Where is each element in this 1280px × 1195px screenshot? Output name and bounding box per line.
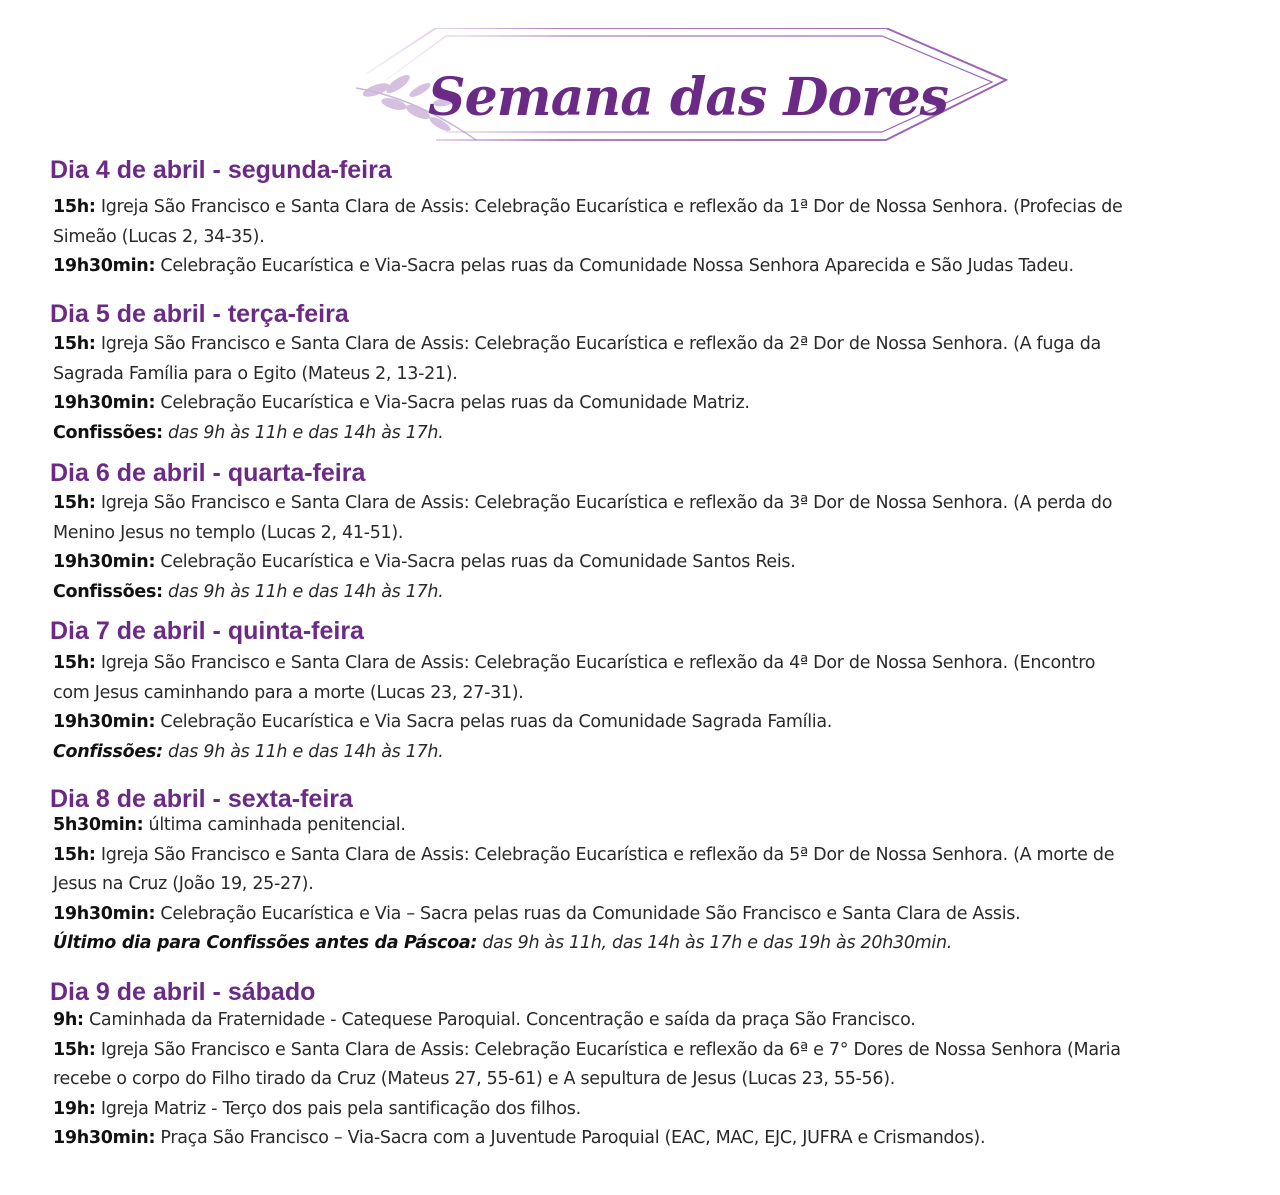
schedule-text: recebe o corpo do Filho tirado da Cruz (Mateus 27, 55-61) e A sepultura de Jesus (Lucas 23, 55-56). xyxy=(53,1069,896,1089)
schedule-line xyxy=(53,841,1250,871)
time-label: 19h30min: xyxy=(53,903,156,924)
page-title: Semana das Dores xyxy=(428,67,948,128)
day-section xyxy=(50,298,1250,448)
schedule-line xyxy=(53,811,1250,841)
confession-hours: das 9h às 11h e das 14h às 17h. xyxy=(168,422,444,443)
time-label: 19h30min: xyxy=(53,393,156,413)
time-label: 15h: xyxy=(53,653,96,673)
time-label: 5h30min: xyxy=(53,815,144,835)
day-title: Dia 6 de abril - quarta-feira xyxy=(50,459,366,487)
schedule-text: Caminhada da Fraternidade - Catequese Paroquial. Concentração e saída da praça São Francisco. xyxy=(89,1010,916,1030)
day-section xyxy=(50,976,1250,1154)
schedule-text: com Jesus caminhando para a morte (Lucas 23, 27-31). xyxy=(53,682,524,703)
time-label: 19h30min: xyxy=(53,256,156,276)
day-section xyxy=(50,783,1250,959)
schedule-text: Praça São Francisco – Via-Sacra com a Juventude Paroquial (EAC, MAC, EJC, JUFRA e Crismandos). xyxy=(160,1128,986,1148)
day-title: Dia 9 de abril - sábado xyxy=(50,978,316,1006)
schedule-line xyxy=(53,193,1250,223)
day-title: Dia 5 de abril - terça-feira xyxy=(50,300,349,328)
schedule-line xyxy=(53,223,1250,253)
day-title: Dia 7 de abril - quinta-feira xyxy=(50,617,364,645)
schedule-line xyxy=(53,1036,1250,1066)
title-banner xyxy=(346,28,1010,148)
schedule-line xyxy=(53,1065,1250,1095)
schedule-text: Celebração Eucarística e Via-Sacra pelas ruas da Comunidade Nossa Senhora Aparecida e São Judas Tadeu. xyxy=(160,256,1074,276)
schedule-line xyxy=(53,708,1250,738)
schedule-line xyxy=(53,870,1250,900)
schedule-line xyxy=(53,548,1250,578)
schedule-line xyxy=(53,738,1250,768)
schedule-text: Celebração Eucarística e Via-Sacra pelas ruas da Comunidade Santos Reis. xyxy=(160,552,796,572)
schedule-text: Igreja São Francisco e Santa Clara de Assis: Celebração Eucarística e reflexão da 6ª e 7° Dores de Nossa Senhora (Maria xyxy=(100,1039,1121,1060)
schedule-line xyxy=(53,419,1250,449)
schedule-line xyxy=(53,649,1250,679)
time-label: 9h: xyxy=(53,1010,84,1030)
confession-hours: das 9h às 11h, das 14h às 17h e das 19h às 20h30min. xyxy=(482,933,953,953)
schedule-text: Simeão (Lucas 2, 34-35). xyxy=(53,226,265,247)
schedule-line xyxy=(53,519,1250,549)
schedule-text: Sagrada Família para o Egito (Mateus 2, 13-21). xyxy=(53,363,458,384)
confession-label: Confissões: xyxy=(53,422,163,443)
schedule-line xyxy=(53,1095,1250,1125)
schedule-text: Igreja São Francisco e Santa Clara de Assis: Celebração Eucarística e reflexão da 1ª Dor de Nossa Senhora. (Profecias de xyxy=(100,197,1123,217)
schedule-line xyxy=(53,360,1250,390)
schedule-line xyxy=(53,252,1250,282)
schedule-line xyxy=(53,578,1250,608)
schedule-text: Celebração Eucarística e Via Sacra pelas ruas da Comunidade Sagrada Família. xyxy=(160,712,833,732)
schedule-text: Igreja São Francisco e Santa Clara de Assis: Celebração Eucarística e reflexão da 2ª Dor de Nossa Senhora. (A fuga da xyxy=(100,334,1101,354)
time-label: 19h30min: xyxy=(53,712,156,732)
schedule-text: Menino Jesus no templo (Lucas 2, 41-51). xyxy=(53,522,404,543)
time-label: 15h: xyxy=(53,844,96,865)
schedule-text: Igreja São Francisco e Santa Clara de Assis: Celebração Eucarística e reflexão da 3ª Dor de Nossa Senhora. (A perda do xyxy=(100,493,1113,513)
schedule-text: Igreja São Francisco e Santa Clara de Assis: Celebração Eucarística e reflexão da 5ª Dor de Nossa Senhora. (A morte de xyxy=(100,844,1115,865)
schedule-text: Celebração Eucarística e Via – Sacra pelas ruas da Comunidade São Francisco e Santa Clara de Assis. xyxy=(160,903,1021,924)
day-section xyxy=(50,457,1250,607)
confession-label: Confissões: xyxy=(53,581,163,602)
time-label: 15h: xyxy=(53,1039,96,1060)
time-label: 15h: xyxy=(53,197,96,217)
schedule-text: Jesus na Cruz (João 19, 25-27). xyxy=(53,874,314,894)
day-title: Dia 4 de abril - segunda-feira xyxy=(50,156,392,184)
confession-hours: das 9h às 11h e das 14h às 17h. xyxy=(168,581,444,602)
schedule-text: Celebração Eucarística e Via-Sacra pelas ruas da Comunidade Matriz. xyxy=(160,393,750,413)
day-section xyxy=(50,154,1250,282)
confession-label: Confissões: xyxy=(53,741,163,762)
time-label: 19h30min: xyxy=(53,1128,156,1148)
schedule-line xyxy=(53,1124,1250,1154)
schedule-line xyxy=(53,389,1250,419)
schedule-line xyxy=(53,489,1250,519)
schedule-line xyxy=(53,330,1250,360)
day-section xyxy=(50,615,1250,767)
time-label: 19h30min: xyxy=(53,552,156,572)
time-label: 19h: xyxy=(53,1098,96,1119)
schedule-text: Igreja São Francisco e Santa Clara de Assis: Celebração Eucarística e reflexão da 4ª Dor de Nossa Senhora. (Encontro xyxy=(100,653,1096,673)
schedule-line xyxy=(53,929,1250,959)
schedule-line xyxy=(53,900,1250,930)
schedule-text: última caminhada penitencial. xyxy=(148,815,406,835)
schedule-line xyxy=(53,1006,1250,1036)
schedule-text: Igreja Matriz - Terço dos pais pela santificação dos filhos. xyxy=(100,1098,581,1119)
time-label: 15h: xyxy=(53,493,96,513)
confession-hours: das 9h às 11h e das 14h às 17h. xyxy=(168,741,444,762)
schedule-line xyxy=(53,679,1250,709)
confession-label: Último dia para Confissões antes da Páscoa: xyxy=(53,933,478,953)
time-label: 15h: xyxy=(53,334,96,354)
day-title: Dia 8 de abril - sexta-feira xyxy=(50,785,353,813)
